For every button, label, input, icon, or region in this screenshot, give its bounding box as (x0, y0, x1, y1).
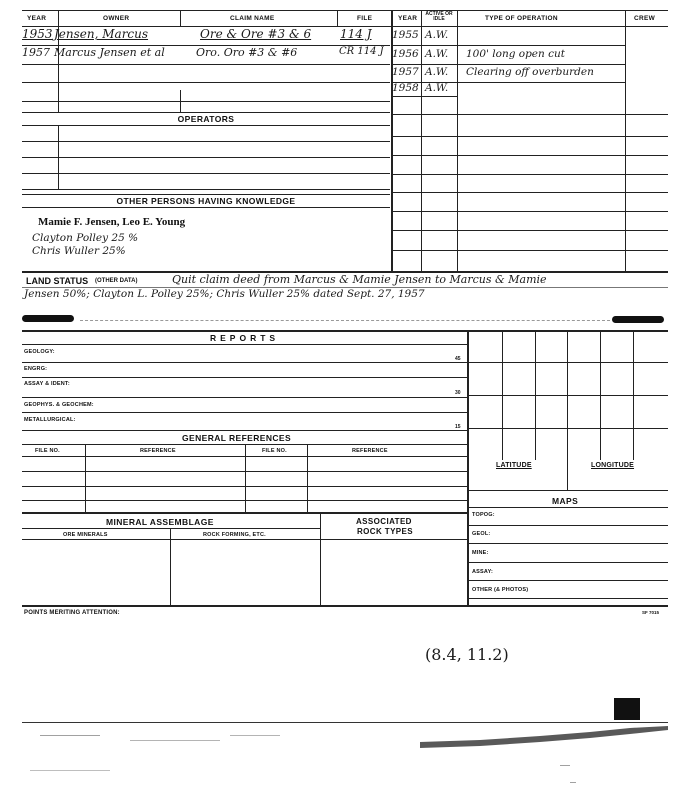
reports-top-rule (22, 330, 668, 332)
ops-row-rule (391, 155, 668, 156)
knowledge-typed-names: Mamie F. Jensen, Leo E. Young (38, 216, 186, 228)
ops-row-rule (391, 136, 668, 137)
land-status-sublabel: (OTHER DATA) (95, 278, 138, 284)
ops-row-rule (391, 230, 668, 231)
col-divider (337, 10, 338, 26)
reports-rule (22, 397, 467, 398)
reports-rule (22, 430, 467, 431)
operators-title: OPERATORS (177, 114, 235, 124)
land-status-rule (22, 287, 668, 288)
maps-geol: GEOL: (472, 531, 491, 537)
form-bottom-rule (22, 605, 668, 607)
reports-title: REPORTS (210, 333, 280, 343)
ops-row-3-status: A.W. (425, 66, 449, 78)
mineral-rule (22, 539, 467, 540)
header-year-ops: YEAR (398, 15, 418, 22)
scan-speck (570, 782, 576, 783)
header-owner: OWNER (103, 15, 130, 22)
maps-topog: TOPOG: (472, 512, 495, 518)
owner-row-2-owner: Marcus Jensen et al (54, 46, 165, 59)
header-active-idle: ACTIVE OR IDLE (425, 11, 453, 22)
maps-rule (468, 580, 668, 581)
ops-row-3-year: 1957 (392, 66, 419, 78)
refs-reference-2: REFERENCE (352, 448, 388, 454)
ops-row-rule (391, 64, 626, 65)
latitude-label: LATITUDE (496, 462, 532, 469)
col-divider (625, 10, 626, 272)
ore-minerals-label: ORE MINERALS (63, 532, 108, 538)
maps-rule (468, 543, 668, 544)
ops-row-3-operation: Clearing off overburden (466, 66, 594, 78)
knowledge-rule (22, 207, 390, 208)
row-rule (22, 82, 390, 83)
operators-rule (22, 125, 390, 126)
maps-title: MAPS (552, 496, 579, 506)
col-divider (457, 10, 458, 272)
knowledge-title: OTHER PERSONS HAVING KNOWLEDGE (116, 196, 296, 206)
col-divider (85, 444, 86, 512)
longitude-label: LONGITUDE (591, 462, 635, 469)
row-rule (22, 101, 390, 102)
grid-line (468, 362, 668, 363)
reports-rule (22, 412, 467, 413)
reports-engrg: ENGRG: (24, 366, 48, 372)
header-year: YEAR (27, 15, 47, 22)
mineral-rule (22, 528, 320, 529)
owner-row-1-file: 114 J (340, 27, 372, 41)
ops-row-rule (391, 114, 668, 115)
col-divider (58, 10, 59, 26)
grid-line (468, 428, 668, 429)
ops-row-rule (391, 211, 668, 212)
header-claim-name: CLAIM NAME (230, 15, 275, 22)
header-file: FILE (357, 15, 373, 22)
ops-row-2-year: 1956 (392, 48, 419, 60)
grid-line (567, 330, 568, 490)
land-status-label: LAND STATUS (26, 276, 89, 286)
mineral-title: MINERAL ASSEMBLAGE (106, 517, 214, 527)
scan-mark (22, 315, 74, 322)
ops-row-rule (391, 45, 626, 46)
col-divider (421, 10, 422, 272)
land-status-line-2: Jensen 50%; Clayton L. Polley 25%; Chris Wuller 25% dated Sept. 27, 1957 (24, 288, 425, 300)
ops-row-rule (391, 174, 668, 175)
rock-forming-label: ROCK FORMING, ETC. (203, 532, 266, 538)
scan-speck (130, 740, 220, 741)
ops-row-4-year: 1958 (392, 82, 419, 94)
owner-row-1-year: 1953 (22, 27, 53, 41)
col-divider (320, 512, 321, 605)
maps-rule (468, 525, 668, 526)
ops-row-rule (391, 250, 668, 251)
knowledge-hand-2: Chris Wuller 25% (32, 245, 126, 257)
ops-row-2-operation: 100' long open cut (466, 48, 565, 60)
owner-row-2-file: CR 114 J (339, 46, 384, 57)
owner-row-1-owner: Jensen, Marcus (54, 27, 149, 41)
form-number: SF 7015 (642, 610, 660, 615)
ops-row-rule (391, 96, 457, 97)
owner-row-2-year: 1957 (22, 46, 50, 59)
ops-row-1-status: A.W. (425, 29, 449, 41)
reports-geophys: GEOPHYS. & GEOCHEM: (24, 402, 94, 408)
owner-row-1-claim: Ore & Ore #3 & 6 (200, 27, 312, 41)
header-crew: CREW (634, 15, 656, 22)
maps-assay: ASSAY: (472, 569, 494, 575)
reports-rule (22, 377, 467, 378)
maps-rule (468, 562, 668, 563)
reports-assay: ASSAY & IDENT: (24, 381, 70, 387)
scan-speck (560, 765, 570, 766)
operators-rule (22, 157, 390, 158)
points-meriting-label: POINTS MERITING ATTENTION: (24, 610, 120, 616)
maps-rule (468, 598, 668, 599)
assoc-line-1: ASSOCIATED (356, 517, 412, 526)
ops-row-2-status: A.W. (425, 48, 449, 60)
reports-right-divider (467, 330, 469, 605)
maps-mine: MINE: (472, 550, 489, 556)
col-divider (170, 528, 171, 605)
scan-speck (230, 735, 280, 736)
col-divider (245, 444, 246, 512)
refs-reference: REFERENCE (140, 448, 176, 454)
ops-row-4-status: A.W. (425, 82, 449, 94)
operators-rule (22, 173, 390, 174)
reports-rule (22, 344, 467, 345)
scan-speck (40, 735, 100, 736)
reports-num-30: 30 (455, 390, 461, 396)
reports-rule (22, 362, 467, 363)
row-rule (22, 64, 390, 65)
col-divider (58, 125, 59, 189)
assoc-line-2: ROCK TYPES (357, 527, 414, 536)
land-status-line-1: Quit claim deed from Marcus & Mamie Jensen to Marcus & Mamie (172, 273, 547, 286)
scan-speck (30, 770, 110, 771)
mineral-top-rule (22, 512, 467, 514)
reports-metallurgical: METALLURGICAL: (24, 417, 76, 423)
operators-top-rule (22, 112, 390, 113)
col-divider (307, 444, 308, 512)
knowledge-top-rule (22, 194, 390, 195)
col-divider (180, 10, 181, 26)
owner-row-2-claim: Oro. Oro #3 & #6 (196, 46, 298, 59)
maps-rule (468, 507, 668, 508)
maps-top-rule (468, 490, 668, 491)
operators-rule (22, 141, 390, 142)
reports-num-45: 45 (455, 356, 461, 362)
operators-rule (22, 189, 390, 190)
grid-line (468, 395, 668, 396)
header-top-rule (22, 10, 668, 11)
scan-block-mark (614, 698, 640, 720)
scan-smudge (420, 722, 670, 752)
refs-file-no: FILE NO. (35, 448, 60, 454)
col-divider (180, 90, 181, 112)
scan-mark (612, 316, 664, 323)
faint-rule (80, 320, 610, 321)
header-type-operation: TYPE OF OPERATION (485, 15, 558, 22)
ops-row-1-year: 1955 (392, 29, 419, 41)
refs-file-no-2: FILE NO. (262, 448, 287, 454)
knowledge-hand-1: Clayton Polley 25 % (32, 232, 139, 244)
general-refs-title: GENERAL REFERENCES (182, 433, 292, 443)
maps-other: OTHER (& PHOTOS) (472, 587, 529, 593)
reports-num-15: 15 (455, 424, 461, 430)
ops-row-rule (391, 192, 668, 193)
coordinates-note: (8.4, 11.2) (425, 645, 509, 664)
reports-geology: GEOLOGY: (24, 349, 55, 355)
